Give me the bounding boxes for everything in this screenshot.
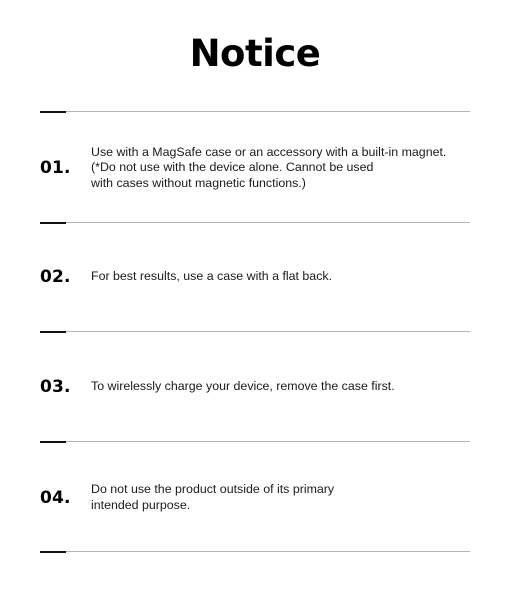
- notice-item-2: [40, 267, 470, 287]
- page-title: Notice: [189, 32, 321, 75]
- divider-accent: [40, 441, 66, 443]
- item-text-line: with cases without magnetic functions.): [91, 175, 306, 190]
- divider-accent: [40, 111, 66, 113]
- divider: [40, 551, 470, 552]
- divider-accent: [40, 551, 66, 553]
- item-number: 04.: [40, 487, 71, 508]
- item-text-line: (*Do not use with the device alone. Cannot be used: [91, 160, 374, 175]
- divider-accent: [40, 331, 66, 333]
- divider-accent: [40, 222, 66, 224]
- item-text: [91, 482, 470, 513]
- divider: [40, 111, 470, 112]
- item-text-line: To wirelessly charge your device, remove the case first.: [91, 379, 395, 394]
- notice-item-4: [40, 482, 470, 513]
- item-number: 01.: [40, 158, 71, 178]
- item-number: 02.: [40, 267, 71, 287]
- notice-item-3: [40, 377, 470, 397]
- divider: [40, 441, 470, 442]
- item-text: [91, 379, 470, 395]
- divider: [40, 222, 470, 223]
- item-text-line: For best results, use a case with a flat back.: [91, 269, 333, 284]
- item-text-line: Do not use the product outside of its primary: [91, 482, 335, 496]
- item-text: [91, 269, 470, 285]
- item-number: 03.: [40, 377, 71, 397]
- divider: [40, 331, 470, 332]
- item-text: [91, 145, 470, 192]
- item-text-line: Use with a MagSafe case or an accessory with a built-in magnet.: [91, 144, 447, 159]
- item-text-line: intended purpose.: [91, 497, 191, 512]
- notice-item-1: [40, 145, 470, 191]
